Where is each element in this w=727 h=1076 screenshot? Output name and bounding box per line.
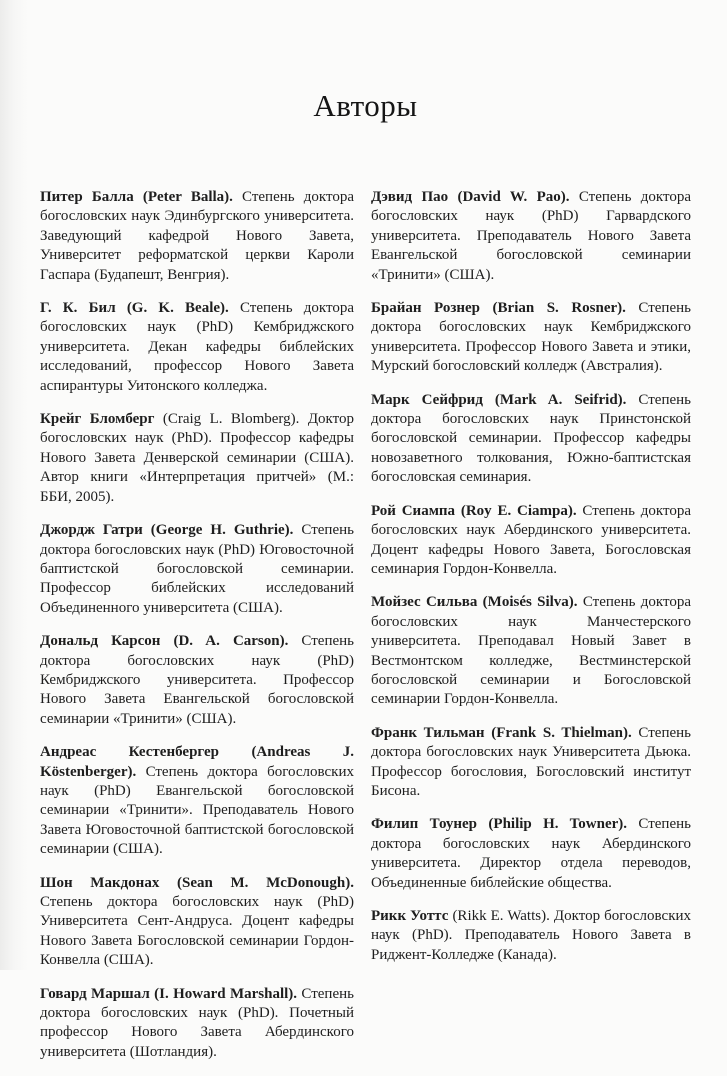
author-name: Джордж Гатри bbox=[40, 522, 151, 539]
author-name: Рой Сиампа bbox=[371, 502, 461, 519]
author-bio: Степень доктора богословских наук (PhD) Университета Сент-Андруса. Доцент кафедры Нового Завета Богословской семинарии Гордон-Конвелла (США). bbox=[40, 894, 354, 969]
author-name: Г. К. Бил bbox=[40, 300, 127, 317]
author-bio: Степень доктора богословских наук (PhD). Почетный профессор Нового Завета Абердинского университета (Шотландия). bbox=[40, 985, 354, 1060]
author-latin-name: (George H. Guthrie). bbox=[150, 522, 294, 539]
author-entry bbox=[40, 188, 354, 285]
author-bio: Степень доктора богословских наук Манчестерского университета. Преподавал Новый Завет в Вестмонтском колледже, Вестминстерской богословской семинарии и Богословской семинарии Гордон-Конвелла. bbox=[371, 594, 691, 708]
author-latin-name: (I. Howard Marshall). bbox=[154, 985, 298, 1002]
author-name: Брайан Рознер bbox=[371, 300, 493, 317]
author-name: Филип Тоунер bbox=[371, 816, 489, 833]
author-columns bbox=[40, 188, 691, 1076]
author-latin-name: (Rikk E. Watts). bbox=[452, 908, 550, 924]
authors-column-right bbox=[371, 188, 691, 1076]
author-latin-name: (David W. Pao). bbox=[457, 189, 570, 205]
page-title: Авторы bbox=[313, 88, 418, 123]
author-latin-name: (Frank S. Thielman). bbox=[491, 724, 632, 741]
author-latin-name: (Sean M. McDonough). bbox=[176, 874, 354, 891]
author-bio: Степень доктора богословских наук (PhD) Евангельской богословской семинарии «Тринити». Преподаватель Нового Завета Юговосточной баптистской богословской семинарии (США). bbox=[40, 763, 354, 858]
author-entry bbox=[40, 410, 354, 507]
author-name: Шон Макдонах bbox=[40, 874, 177, 891]
author-latin-name: (Mark A. Seifrid). bbox=[494, 391, 627, 408]
author-name: Андреас Кестенбергер bbox=[40, 744, 252, 761]
book-spine-shadow bbox=[0, 0, 28, 970]
author-bio: Степень доктора богословских наук Эдинбургского университета. Заведующий кафедрой Нового Завета, Университет реформатской церкви Кароли Гаспара (Будапешт, Венгрия). bbox=[40, 189, 354, 283]
author-latin-name: (Roy E. Ciampa). bbox=[460, 502, 577, 519]
author-bio: Степень доктора богословских наук Абердинского университета. Доцент кафедры Нового Завета, Богословская семинария Гордон-Конвелла. bbox=[371, 502, 691, 577]
author-name: Франк Тильман bbox=[371, 724, 492, 741]
author-entry bbox=[40, 521, 354, 618]
author-latin-name: (Brian S. Rosner). bbox=[492, 300, 626, 317]
author-name: Мойзес Сильва bbox=[371, 594, 483, 611]
author-latin-name: (Moisés Silva). bbox=[482, 594, 578, 611]
author-entry bbox=[371, 188, 691, 285]
author-entry bbox=[371, 907, 691, 965]
author-entry bbox=[371, 815, 691, 893]
author-bio: Степень доктора богословских наук (PhD) Юговосточной баптистской богословской семинарии. Профессор библейских исследований Объединенного университета (США). bbox=[40, 522, 354, 616]
author-name: Дэвид Пао bbox=[371, 189, 458, 205]
author-entry bbox=[40, 299, 354, 396]
author-latin-name: (Philip H. Towner). bbox=[488, 816, 628, 833]
author-bio: Степень доктора богословских наук (PhD) Кембриджского университета. Декан кафедры библейских исследований, профессор Нового Завета аспирантуры Уитонского колледжа. bbox=[40, 300, 354, 394]
author-latin-name: (Andreas J. Köstenberger). bbox=[40, 744, 354, 780]
author-bio: Степень доктора богословских наук Кембриджского университета. Профессор Нового Завета и этики, Мурский богословский колледж (Австралия). bbox=[371, 300, 691, 375]
author-name: Марк Сейфрид bbox=[371, 391, 495, 408]
author-entry bbox=[40, 632, 354, 729]
author-entry bbox=[371, 502, 691, 580]
author-entry bbox=[40, 985, 354, 1063]
author-name: Дональд Карсон bbox=[40, 633, 174, 650]
author-name: Крейг Бломберг bbox=[40, 411, 163, 428]
author-entry bbox=[371, 391, 691, 488]
author-name: Говард Маршал bbox=[40, 985, 155, 1002]
author-bio: Степень доктора богословских наук (PhD) Гарвардского университета. Преподаватель Нового Завета Евангельской богословской семинарии «Тринити» (США). bbox=[371, 189, 691, 283]
author-entry bbox=[371, 299, 691, 377]
author-bio: Доктор богословских наук (PhD). Профессор кафедры Нового Завета Денверской семинарии (США). Автор книги «Интерпретация притчей» (М.: ББИ, 2005). bbox=[40, 411, 355, 505]
author-bio: Степень доктора богословских наук Университета Дьюка. Профессор богословия, Богословский институт Бисона. bbox=[371, 724, 691, 799]
author-entry bbox=[371, 724, 691, 802]
author-latin-name: (G. K. Beale). bbox=[126, 300, 229, 317]
author-latin-name: (D. A. Carson). bbox=[173, 633, 289, 650]
author-entry bbox=[40, 743, 354, 859]
author-name: Питер Балла bbox=[40, 189, 143, 205]
author-bio: Степень доктора богословских наук Абердинского университета. Директор отдела переводов, Объединенные библейские общества. bbox=[371, 816, 691, 891]
author-entry bbox=[371, 593, 691, 709]
author-latin-name: (Peter Balla). bbox=[142, 189, 233, 205]
author-bio: Доктор богословских наук (PhD). Преподаватель Нового Завета в Риджент-Колледже (Канада). bbox=[371, 908, 692, 963]
authors-column-left bbox=[40, 188, 354, 1076]
author-latin-name: (Craig L. Blomberg). bbox=[162, 411, 300, 428]
author-entry bbox=[40, 874, 354, 971]
author-bio: Степень доктора богословских наук (PhD) Кембриджского университета. Профессор Нового Завета Евангельской богословской семинарии «Тринити» (США). bbox=[40, 633, 354, 727]
author-bio: Степень доктора богословских наук Принстонской богословской семинарии. Профессор кафедры новозаветного толкования, Южно-баптистская богословская семинария. bbox=[371, 391, 691, 486]
author-name: Рикк Уоттс bbox=[371, 908, 453, 924]
